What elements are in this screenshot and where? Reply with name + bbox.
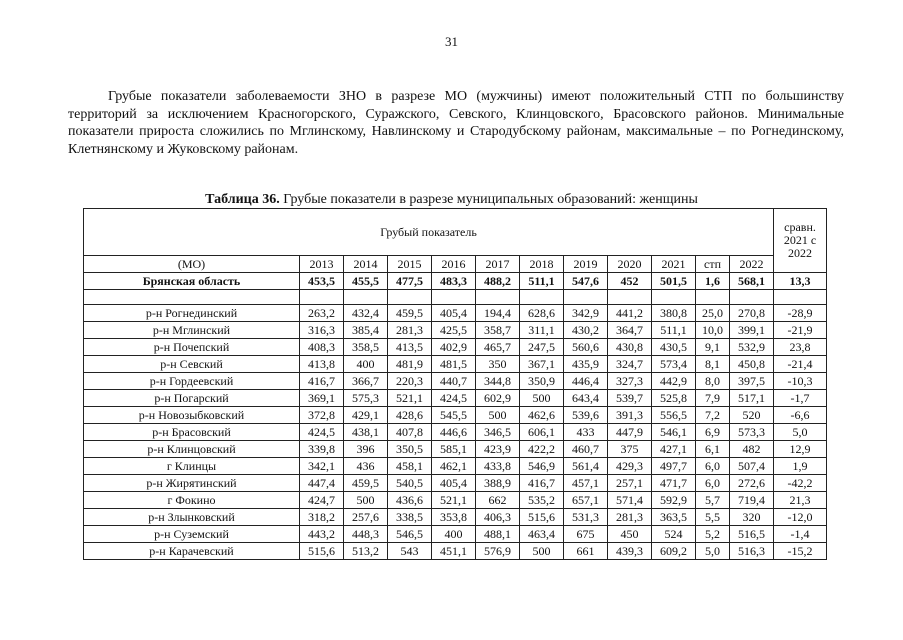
value-cell: 515,6 [300, 543, 344, 560]
value-cell: 450,8 [730, 356, 774, 373]
value-cell: 6,0 [696, 458, 730, 475]
empty-cell [520, 290, 564, 305]
value-cell: 8,0 [696, 373, 730, 390]
value-cell: 500 [344, 492, 388, 509]
value-cell: 247,5 [520, 339, 564, 356]
value-cell: 311,1 [520, 322, 564, 339]
value-cell: 388,9 [476, 475, 520, 492]
value-cell: 324,7 [608, 356, 652, 373]
value-cell: 513,2 [344, 543, 388, 560]
value-cell: 6,9 [696, 424, 730, 441]
value-cell: 194,4 [476, 305, 520, 322]
value-cell: 511,1 [520, 273, 564, 290]
value-cell: 422,2 [520, 441, 564, 458]
value-cell: 339,8 [300, 441, 344, 458]
value-cell: 719,4 [730, 492, 774, 509]
region-name-cell: р-н Рогнединский [84, 305, 300, 322]
value-cell: 396 [344, 441, 388, 458]
value-cell: 257,1 [608, 475, 652, 492]
table-row [84, 441, 827, 458]
value-cell: 428,6 [388, 407, 432, 424]
value-cell: 402,9 [432, 339, 476, 356]
value-cell: 459,5 [388, 305, 432, 322]
value-cell: 481,5 [432, 356, 476, 373]
column-header: 2015 [388, 256, 432, 273]
value-cell: 561,4 [564, 458, 608, 475]
value-cell: 500 [520, 543, 564, 560]
value-cell: 507,4 [730, 458, 774, 475]
value-cell: 5,0 [696, 543, 730, 560]
value-cell: 661 [564, 543, 608, 560]
value-cell: 12,9 [774, 441, 827, 458]
value-cell: 1,9 [774, 458, 827, 475]
value-cell: 545,5 [432, 407, 476, 424]
value-cell: 471,7 [652, 475, 696, 492]
value-cell: 592,9 [652, 492, 696, 509]
value-cell: 516,5 [730, 526, 774, 543]
value-cell: 270,8 [730, 305, 774, 322]
value-cell: 6,0 [696, 475, 730, 492]
value-cell: 483,3 [432, 273, 476, 290]
value-cell: 585,1 [432, 441, 476, 458]
value-cell: 346,5 [476, 424, 520, 441]
value-cell: 524 [652, 526, 696, 543]
value-cell: 546,1 [652, 424, 696, 441]
value-cell: -10,3 [774, 373, 827, 390]
value-cell: 413,5 [388, 339, 432, 356]
empty-cell [608, 290, 652, 305]
value-cell: 430,5 [652, 339, 696, 356]
column-header: стп [696, 256, 730, 273]
value-cell: 465,7 [476, 339, 520, 356]
table-row [84, 322, 827, 339]
value-cell: 424,7 [300, 492, 344, 509]
region-name-cell: р-н Гордеевский [84, 373, 300, 390]
value-cell: 497,7 [652, 458, 696, 475]
empty-cell [300, 290, 344, 305]
value-cell: 546,5 [388, 526, 432, 543]
value-cell: 5,2 [696, 526, 730, 543]
region-name-cell: р-н Мглинский [84, 322, 300, 339]
table-row [84, 390, 827, 407]
value-cell: 501,5 [652, 273, 696, 290]
value-cell: 481,9 [388, 356, 432, 373]
value-cell: 405,4 [432, 475, 476, 492]
value-cell: 366,7 [344, 373, 388, 390]
empty-cell [388, 290, 432, 305]
table-row [84, 356, 827, 373]
value-cell: 500 [476, 407, 520, 424]
value-cell: 453,5 [300, 273, 344, 290]
value-cell: 547,6 [564, 273, 608, 290]
value-cell: 511,1 [652, 322, 696, 339]
value-cell: 400 [344, 356, 388, 373]
value-cell: 460,7 [564, 441, 608, 458]
value-cell: 391,3 [608, 407, 652, 424]
empty-cell [84, 290, 300, 305]
value-cell: 358,7 [476, 322, 520, 339]
value-cell: 439,3 [608, 543, 652, 560]
region-name-cell: р-н Брасовский [84, 424, 300, 441]
value-cell: 429,3 [608, 458, 652, 475]
value-cell: 432,4 [344, 305, 388, 322]
value-cell: 455,5 [344, 273, 388, 290]
empty-cell [696, 290, 730, 305]
value-cell: 458,1 [388, 458, 432, 475]
table-row [84, 339, 827, 356]
value-cell: 423,9 [476, 441, 520, 458]
column-header: 2020 [608, 256, 652, 273]
value-cell: 9,1 [696, 339, 730, 356]
column-header: 2013 [300, 256, 344, 273]
region-name-cell: р-н Почепский [84, 339, 300, 356]
value-cell: 430,2 [564, 322, 608, 339]
region-name-cell: г Фокино [84, 492, 300, 509]
value-cell: 448,3 [344, 526, 388, 543]
value-cell: 488,1 [476, 526, 520, 543]
value-cell: 443,2 [300, 526, 344, 543]
value-cell: 342,1 [300, 458, 344, 475]
value-cell: 13,3 [774, 273, 827, 290]
region-name-cell: р-н Злынковский [84, 509, 300, 526]
value-cell: 441,2 [608, 305, 652, 322]
table-row [84, 458, 827, 475]
value-cell: 447,4 [300, 475, 344, 492]
region-name-cell: р-н Жирятинский [84, 475, 300, 492]
value-cell: 576,9 [476, 543, 520, 560]
value-cell: -28,9 [774, 305, 827, 322]
value-cell: 320 [730, 509, 774, 526]
value-cell: 8,1 [696, 356, 730, 373]
value-cell: 399,1 [730, 322, 774, 339]
value-cell: 416,7 [300, 373, 344, 390]
value-cell: 429,1 [344, 407, 388, 424]
data-table [83, 208, 827, 560]
value-cell: 560,6 [564, 339, 608, 356]
value-cell: 407,8 [388, 424, 432, 441]
value-cell: 515,6 [520, 509, 564, 526]
value-cell: 435,9 [564, 356, 608, 373]
value-cell: 438,1 [344, 424, 388, 441]
value-cell: 442,9 [652, 373, 696, 390]
value-cell: 517,1 [730, 390, 774, 407]
value-cell: 272,6 [730, 475, 774, 492]
table-row [84, 424, 827, 441]
value-cell: 535,2 [520, 492, 564, 509]
value-cell: 405,4 [432, 305, 476, 322]
empty-cell [730, 290, 774, 305]
value-cell: 353,8 [432, 509, 476, 526]
table-row [84, 373, 827, 390]
value-cell: -1,7 [774, 390, 827, 407]
table-row [84, 509, 827, 526]
value-cell: 609,2 [652, 543, 696, 560]
value-cell: 462,6 [520, 407, 564, 424]
column-header: 2016 [432, 256, 476, 273]
value-cell: 5,5 [696, 509, 730, 526]
value-cell: 436,6 [388, 492, 432, 509]
value-cell: 452 [608, 273, 652, 290]
region-name-cell: р-н Суземский [84, 526, 300, 543]
column-header: 2019 [564, 256, 608, 273]
value-cell: 21,3 [774, 492, 827, 509]
region-name-cell: р-н Новозыбковский [84, 407, 300, 424]
column-header-mo: (МО) [84, 256, 300, 273]
value-cell: 350 [476, 356, 520, 373]
table-row [84, 407, 827, 424]
table-body [84, 273, 827, 560]
table-row [84, 475, 827, 492]
value-cell: 521,1 [432, 492, 476, 509]
value-cell: 602,9 [476, 390, 520, 407]
value-cell: 568,1 [730, 273, 774, 290]
summary-row [84, 273, 827, 290]
value-cell: 643,4 [564, 390, 608, 407]
value-cell: 425,5 [432, 322, 476, 339]
value-cell: 606,1 [520, 424, 564, 441]
value-cell: 539,7 [608, 390, 652, 407]
value-cell: 342,9 [564, 305, 608, 322]
value-cell: -12,0 [774, 509, 827, 526]
value-cell: 539,6 [564, 407, 608, 424]
group-header-cell: Грубый показатель [84, 209, 774, 256]
empty-cell [344, 290, 388, 305]
value-cell: 424,5 [300, 424, 344, 441]
value-cell: -21,4 [774, 356, 827, 373]
value-cell: 628,6 [520, 305, 564, 322]
value-cell: 436 [344, 458, 388, 475]
table-group-header-row [84, 209, 827, 256]
value-cell: 364,7 [608, 322, 652, 339]
table-column-header-row [84, 256, 827, 273]
value-cell: 281,3 [608, 509, 652, 526]
value-cell: 521,1 [388, 390, 432, 407]
value-cell: 385,4 [344, 322, 388, 339]
value-cell: 531,3 [564, 509, 608, 526]
column-header: 2017 [476, 256, 520, 273]
value-cell: 397,5 [730, 373, 774, 390]
value-cell: 257,6 [344, 509, 388, 526]
value-cell: -6,6 [774, 407, 827, 424]
table-row [84, 526, 827, 543]
value-cell: 662 [476, 492, 520, 509]
value-cell: 363,5 [652, 509, 696, 526]
value-cell: 380,8 [652, 305, 696, 322]
column-header: 2018 [520, 256, 564, 273]
value-cell: 477,5 [388, 273, 432, 290]
value-cell: 433,8 [476, 458, 520, 475]
value-cell: 571,4 [608, 492, 652, 509]
value-cell: 556,5 [652, 407, 696, 424]
value-cell: 318,2 [300, 509, 344, 526]
value-cell: 675 [564, 526, 608, 543]
empty-cell [476, 290, 520, 305]
value-cell: 400 [432, 526, 476, 543]
value-cell: 408,3 [300, 339, 344, 356]
value-cell: 540,5 [388, 475, 432, 492]
value-cell: 482 [730, 441, 774, 458]
value-cell: -15,2 [774, 543, 827, 560]
column-header: 2014 [344, 256, 388, 273]
value-cell: 338,5 [388, 509, 432, 526]
value-cell: 440,7 [432, 373, 476, 390]
value-cell: 546,9 [520, 458, 564, 475]
table-row [84, 492, 827, 509]
table-caption-text: Грубые показатели в разрезе муниципальных образований: женщины [279, 192, 698, 207]
value-cell: 316,3 [300, 322, 344, 339]
value-cell: 406,3 [476, 509, 520, 526]
value-cell: 573,4 [652, 356, 696, 373]
column-header: 2022 [730, 256, 774, 273]
page-number: 31 [445, 34, 458, 49]
value-cell: 416,7 [520, 475, 564, 492]
value-cell: 525,8 [652, 390, 696, 407]
empty-cell [564, 290, 608, 305]
value-cell: 500 [520, 390, 564, 407]
value-cell: 433 [564, 424, 608, 441]
value-cell: 427,1 [652, 441, 696, 458]
value-cell: 430,8 [608, 339, 652, 356]
empty-cell [652, 290, 696, 305]
value-cell: 446,4 [564, 373, 608, 390]
value-cell: 451,1 [432, 543, 476, 560]
value-cell: 369,1 [300, 390, 344, 407]
value-cell: 281,3 [388, 322, 432, 339]
region-name-cell: Брянская область [84, 273, 300, 290]
value-cell: 457,1 [564, 475, 608, 492]
value-cell: 516,3 [730, 543, 774, 560]
value-cell: 7,9 [696, 390, 730, 407]
value-cell: 462,1 [432, 458, 476, 475]
value-cell: 327,3 [608, 373, 652, 390]
intro-paragraph: Грубые показатели заболеваемости ЗНО в разрезе МО (мужчины) имеют положительный СТП по большинству территорий за исключением Красногорского, Суражского, Севского, Клинцовского, Брасовского районов. Минимальные показатели прироста сложились по Мглинскому, Навлинскому и Стародубскому районам, максимальные – по Рогнединскому, Клетнянскому и Жуковскому районам. [68, 89, 844, 157]
value-cell: 424,5 [432, 390, 476, 407]
value-cell: 263,2 [300, 305, 344, 322]
value-cell: 367,1 [520, 356, 564, 373]
value-cell: 463,4 [520, 526, 564, 543]
value-cell: 575,3 [344, 390, 388, 407]
value-cell: 446,6 [432, 424, 476, 441]
region-name-cell: г Клинцы [84, 458, 300, 475]
value-cell: 372,8 [300, 407, 344, 424]
table-caption [0, 192, 903, 208]
value-cell: 7,2 [696, 407, 730, 424]
value-cell: 10,0 [696, 322, 730, 339]
value-cell: 25,0 [696, 305, 730, 322]
value-cell: 459,5 [344, 475, 388, 492]
value-cell: 1,6 [696, 273, 730, 290]
value-cell: 375 [608, 441, 652, 458]
value-cell: 6,1 [696, 441, 730, 458]
value-cell: 220,3 [388, 373, 432, 390]
empty-cell [432, 290, 476, 305]
value-cell: 447,9 [608, 424, 652, 441]
table-row [84, 305, 827, 322]
value-cell: 573,3 [730, 424, 774, 441]
empty-cell [774, 290, 827, 305]
region-name-cell: р-н Клинцовский [84, 441, 300, 458]
value-cell: 543 [388, 543, 432, 560]
region-name-cell: р-н Погарский [84, 390, 300, 407]
table-caption-label: Таблица 36. [205, 192, 280, 207]
value-cell: 450 [608, 526, 652, 543]
value-cell: 5,7 [696, 492, 730, 509]
value-cell: -42,2 [774, 475, 827, 492]
spacer-row [84, 290, 827, 305]
value-cell: 413,8 [300, 356, 344, 373]
value-cell: 488,2 [476, 273, 520, 290]
table-row [84, 543, 827, 560]
value-cell: 657,1 [564, 492, 608, 509]
value-cell: -1,4 [774, 526, 827, 543]
value-cell: -21,9 [774, 322, 827, 339]
value-cell: 520 [730, 407, 774, 424]
comparison-header-cell: сравн. 2021 с 2022 [774, 209, 827, 273]
region-name-cell: р-н Севский [84, 356, 300, 373]
value-cell: 532,9 [730, 339, 774, 356]
value-cell: 344,8 [476, 373, 520, 390]
value-cell: 350,5 [388, 441, 432, 458]
column-header: 2021 [652, 256, 696, 273]
value-cell: 23,8 [774, 339, 827, 356]
region-name-cell: р-н Карачевский [84, 543, 300, 560]
value-cell: 350,9 [520, 373, 564, 390]
value-cell: 358,5 [344, 339, 388, 356]
value-cell: 5,0 [774, 424, 827, 441]
